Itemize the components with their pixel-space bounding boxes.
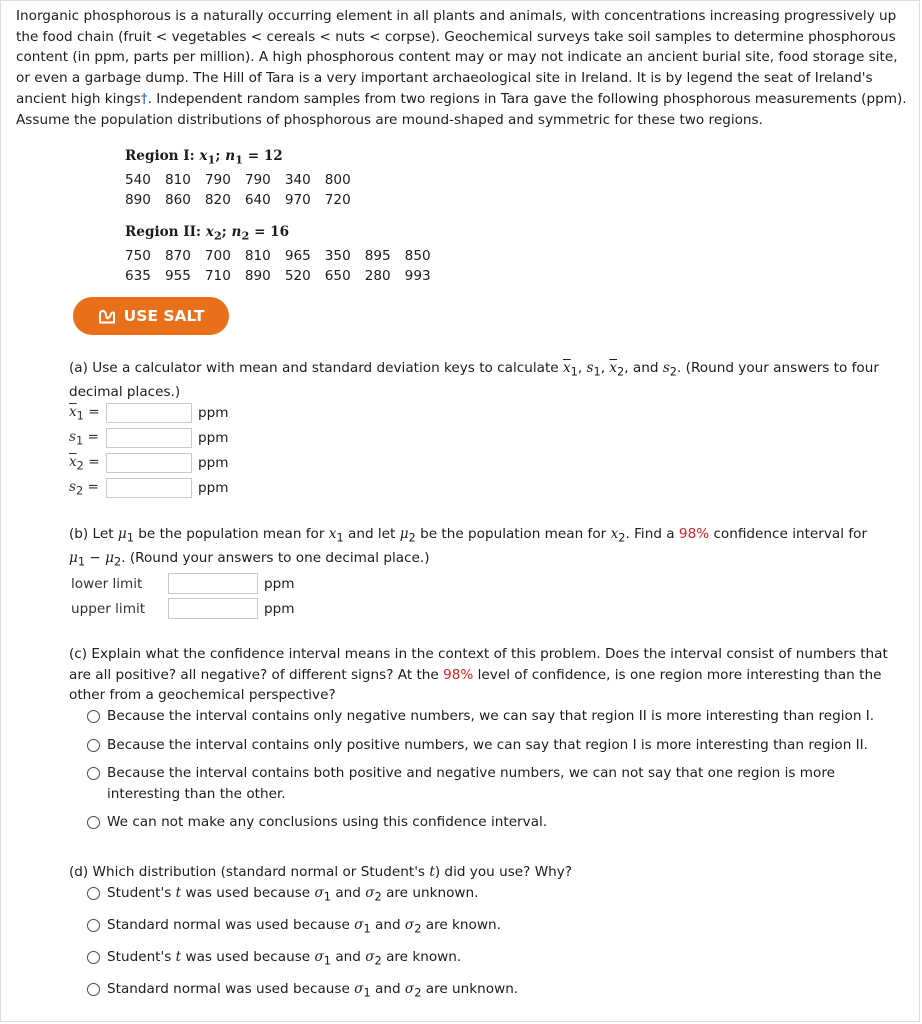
part-d-option[interactable]: Student's t was used because $\sigma_1$ and $\sigma_2$ are unknown. (87, 883, 478, 907)
part-c-question: (c) Explain what the confidence interval means in the context of this problem. Does the interval consist of numbers that are all positive? all negative? of different signs? At the 98% level of confidence, is one region more interesting than the other from a geochemical perspective? (69, 646, 888, 704)
part-d-option[interactable]: Student's t was used because $\sigma_1$ and $\sigma_2$ are known. (87, 947, 461, 971)
s2-row: $s_2$ = ppm (69, 478, 229, 498)
radio-button[interactable] (87, 887, 100, 900)
region-2-title: Region II: $x_2$; $n_2 = 16$ (125, 224, 290, 243)
part-c-option[interactable]: Because the interval contains only positive numbers, we can say that region I is more interesting than region II. (87, 735, 907, 756)
part-c-option[interactable]: Because the interval contains only negative numbers, we can say that region II is more interesting than region I. (87, 706, 907, 727)
region-1-row: 540 810 790 790 340 800 (125, 171, 351, 188)
part-d-question: (d) Which distribution (standard normal or Student's t) did you use? Why? (69, 864, 573, 880)
part-a-question: (a) Use a calculator with mean and standard deviation keys to calculate $\overline{x}_1$, $s_1$, $\overline{x}_2$, and $s_2$. (Round your answers to four decimal places.) (69, 360, 879, 401)
radio-button[interactable] (87, 919, 100, 932)
s1-input[interactable] (106, 428, 192, 448)
region-2-data (125, 222, 445, 286)
region-2-row: 635 955 710 890 520 650 280 993 (125, 267, 431, 284)
upper-limit-row: upper limit ppm (71, 598, 295, 619)
upper-limit-label: upper limit (71, 600, 146, 617)
radio-button[interactable] (87, 739, 100, 752)
use-salt-button[interactable]: USE SALT (73, 297, 229, 335)
part-c-option[interactable]: Because the interval contains both positive and negative numbers, we can not say that one region is more interesting than the other. (87, 763, 907, 804)
region-1-row: 890 860 820 640 970 720 (125, 191, 351, 208)
xbar2-row: $\overline{x}_2$ = ppm (69, 453, 229, 473)
salt-chart-icon (98, 308, 116, 324)
part-c-option[interactable]: We can not make any conclusions using this confidence interval. (87, 812, 907, 833)
lower-limit-input[interactable] (168, 573, 258, 594)
upper-limit-input[interactable] (168, 598, 258, 619)
part-d-option[interactable]: Standard normal was used because $\sigma_1$ and $\sigma_2$ are unknown. (87, 979, 518, 1003)
lower-limit-row: lower limit ppm (71, 573, 295, 594)
part-b-question: (b) Let $\mu_1$ be the population mean for $x_1$ and let $\mu_2$ be the population mean for $x_2$. Find a 98% confidence interval for $\mu_1 - \mu_2$. (Round your answers to one decimal place.) (69, 526, 868, 570)
s1-row: $s_1$ = ppm (69, 428, 229, 448)
radio-button[interactable] (87, 816, 100, 829)
xbar2-input[interactable] (106, 453, 192, 473)
s2-input[interactable] (106, 478, 192, 498)
xbar1-row: $\overline{x}_1$ = ppm (69, 403, 229, 423)
radio-button[interactable] (87, 767, 100, 780)
region-1-title: Region I: $x_1$; $n_1 = 12$ (125, 148, 283, 167)
footnote-link[interactable]: † (140, 90, 148, 107)
radio-button[interactable] (87, 983, 100, 996)
xbar1-input[interactable] (106, 403, 192, 423)
radio-button[interactable] (87, 710, 100, 723)
problem-statement: Inorganic phosphorous is a naturally occurring element in all plants and animals, with concentrations increasing progressively up the food chain (fruit < vegetables < cereals < nuts < corpse). Geochemical surveys take soil samples to determine phosphorous content (in ppm, parts per million). A high phosphorous content may or may not indicate an ancient burial site, food storage site, or even a garbage dump. The Hill of Tara is a very important archaeological site in Ireland. It is by legend the seat of Ireland's ancient high kings†. Independent random samples from two regions in Tara gave the following phosphorous measurements (ppm). Assume the population distributions of phosphorous are mound-shaped and symmetric for these two regions. (16, 8, 907, 128)
region-2-row: 750 870 700 810 965 350 895 850 (125, 247, 431, 264)
radio-button[interactable] (87, 951, 100, 964)
part-d-option[interactable]: Standard normal was used because $\sigma_1$ and $\sigma_2$ are known. (87, 915, 501, 939)
region-1-data (125, 146, 365, 210)
lower-limit-label: lower limit (71, 575, 143, 592)
